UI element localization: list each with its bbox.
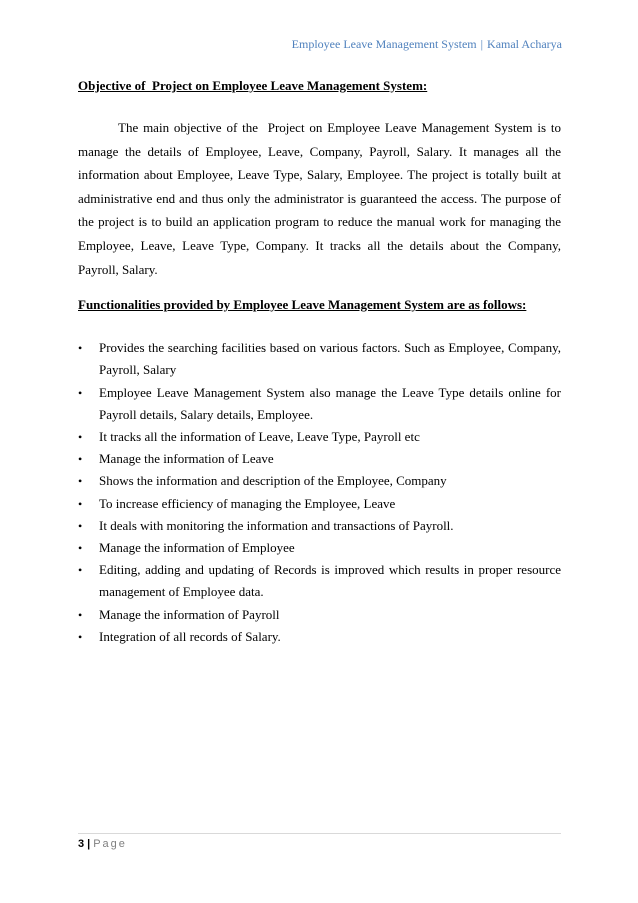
functionalities-list bbox=[78, 337, 561, 648]
objective-paragraph: The main objective of the Project on Employee Leave Management System is to manage the details of Employee, Leave, Company, Payroll, Salary. It manages all the information about Employee, Leave Type, Salary, Employee. The project is totally built at administrative end and thus only the administrator is guaranteed the access. The purpose of the project is to build an application program to reduce the manual work for managing the Employee, Leave, Leave Type, Company. It tracks all the details about the Company, Payroll, Salary. bbox=[78, 120, 565, 277]
functionalities-heading: Functionalities provided by Employee Leave Management System are as follows: bbox=[78, 297, 527, 313]
list-item-text: Manage the information of Payroll bbox=[99, 606, 280, 622]
header-author: Kamal Acharya bbox=[487, 37, 562, 51]
list-item bbox=[78, 426, 561, 448]
list-item-text: Provides the searching facilities based on various factors. Such as Employee, Company, Payroll, Salary bbox=[99, 340, 561, 378]
list-item-text: Manage the information of Employee bbox=[99, 539, 295, 555]
list-item-text: Employee Leave Management System also manage the Leave Type details online for Payroll details, Salary details, Employee. bbox=[99, 384, 561, 422]
running-header bbox=[292, 37, 562, 52]
bullet-icon: • bbox=[78, 518, 83, 533]
bullet-icon: • bbox=[78, 474, 83, 489]
list-item bbox=[78, 337, 561, 381]
bullet-icon: • bbox=[78, 540, 83, 555]
footer-divider bbox=[78, 833, 561, 834]
list-item-text: It tracks all the information of Leave, Leave Type, Payroll etc bbox=[99, 428, 420, 444]
bullet-icon: • bbox=[78, 629, 83, 644]
list-item bbox=[78, 626, 561, 648]
page-label: Page bbox=[93, 838, 127, 850]
list-item bbox=[78, 515, 561, 537]
page-number: 3 bbox=[78, 838, 85, 850]
list-item bbox=[78, 537, 561, 559]
list-item-text: To increase efficiency of managing the Employee, Leave bbox=[99, 495, 396, 511]
list-item bbox=[78, 493, 561, 515]
bullet-icon: • bbox=[78, 341, 83, 356]
list-item-text: It deals with monitoring the information and transactions of Payroll. bbox=[99, 517, 454, 533]
list-item bbox=[78, 559, 561, 603]
bullet-icon: • bbox=[78, 496, 83, 511]
list-item bbox=[78, 382, 561, 426]
header-separator: | bbox=[480, 37, 484, 51]
list-item bbox=[78, 604, 561, 626]
page-content bbox=[78, 76, 565, 648]
list-item bbox=[78, 448, 561, 470]
objective-heading: Objective of Project on Employee Leave Management System: bbox=[78, 78, 428, 93]
list-item bbox=[78, 470, 561, 492]
header-title: Employee Leave Management System bbox=[291, 37, 477, 51]
bullet-icon: • bbox=[78, 429, 83, 444]
list-item-text: Shows the information and description of the Employee, Company bbox=[99, 473, 447, 489]
list-item-text: Integration of all records of Salary. bbox=[99, 628, 281, 644]
bullet-icon: • bbox=[78, 385, 83, 400]
list-item-text: Manage the information of Leave bbox=[99, 451, 274, 467]
bullet-icon: • bbox=[78, 607, 83, 622]
page-footer bbox=[78, 838, 127, 850]
list-item-text: Editing, adding and updating of Records is improved which results in proper resource management of Employee data. bbox=[99, 562, 561, 600]
footer-separator: | bbox=[87, 838, 91, 850]
bullet-icon: • bbox=[78, 452, 83, 467]
bullet-icon: • bbox=[78, 563, 83, 578]
